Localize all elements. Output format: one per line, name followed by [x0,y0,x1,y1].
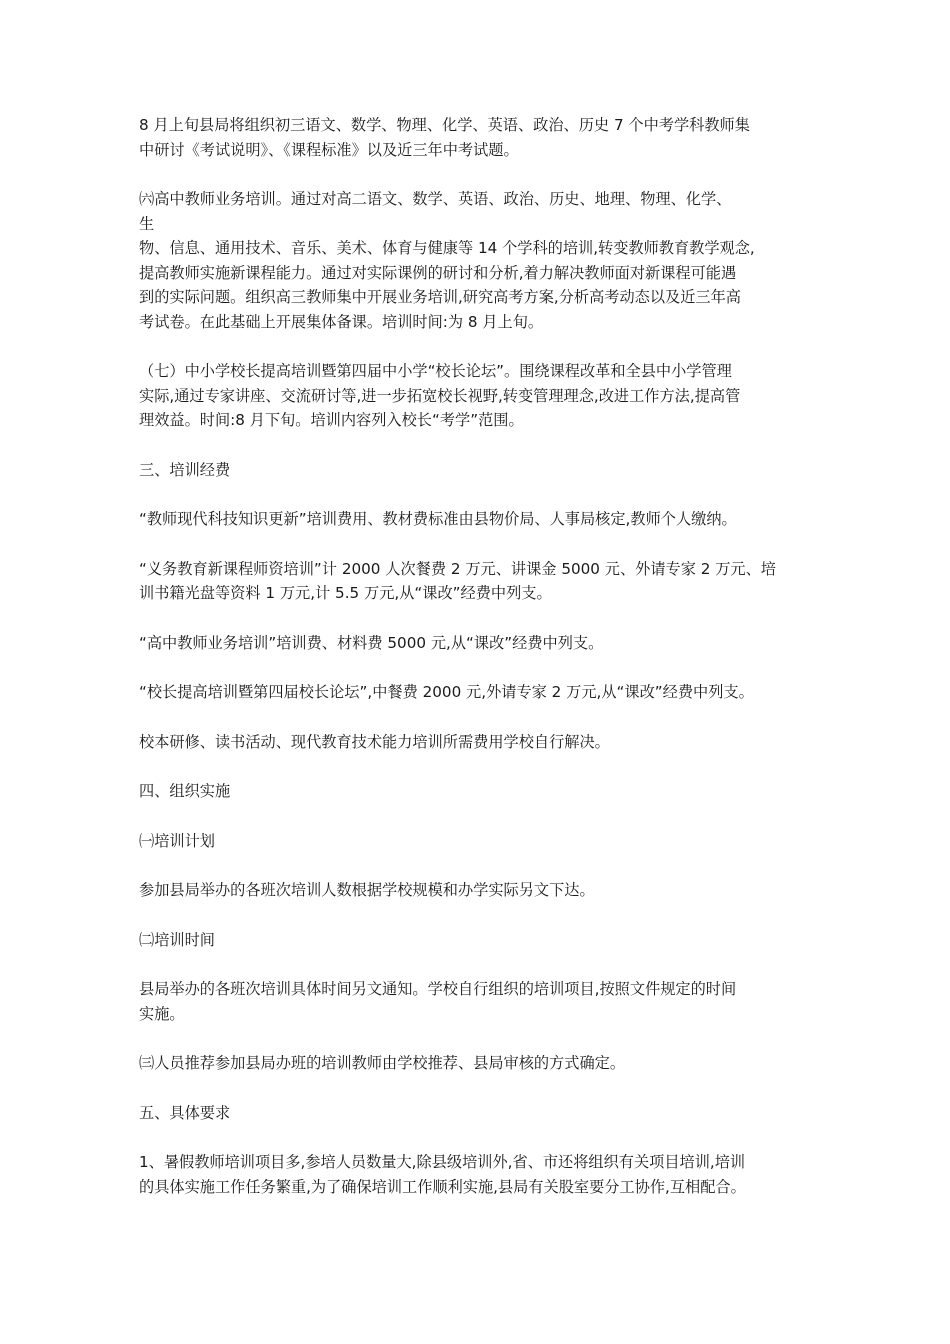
paragraph-line: “教师现代科技知识更新”培训费用、教材费标准由县物价局、人事局核定,教师个人缴纳。 [139,510,737,528]
paragraph-line: 物、信息、通用技术、音乐、美术、体育与健康等 14 个学科的培训,转变教师教育教学观念, [139,239,755,257]
paragraph [139,1101,827,1126]
paragraph [139,359,827,433]
paragraph-line: 中研讨《考试说明》、《课程标准》以及近三年中考试题。 [139,140,519,159]
paragraph [139,557,827,606]
paragraph-line: （七）中小学校长提高培训暨第四届中小学“校长论坛”。围绕课程改革和全县中小学管理 [139,362,732,380]
paragraph-line: “高中教师业务培训”培训费、材料费 5000 元,从“课改”经费中列支。 [139,633,604,652]
paragraph-line: 实际,通过专家讲座、交流研讨等,进一步拓宽校长视野,转变管理理念,改进工作方法,提高管 [139,386,741,405]
paragraph [139,631,827,656]
paragraph-line: 四、组织实施 [139,782,231,800]
paragraph-line: 校本研修、读书活动、现代教育技术能力培训所需费用学校自行解决。 [139,732,610,751]
paragraph-line: 理效益。时间:8 月下旬。培训内容列入校长“考学”范围。 [139,411,524,429]
paragraph [139,507,827,532]
paragraph-line: 考试卷。在此基础上开展集体备课。培训时间:为 8 月上旬。 [139,312,544,331]
paragraph [139,779,827,804]
paragraph [139,928,827,953]
paragraph [139,829,827,854]
paragraph [139,113,827,162]
paragraph-line: 实施。 [139,1004,185,1023]
paragraph [139,878,827,903]
document-body [139,113,827,1224]
paragraph-line: 五、具体要求 [139,1103,231,1122]
paragraph [139,187,827,334]
paragraph-line: 生 [139,214,155,233]
paragraph-line: 三、培训经费 [139,460,231,479]
paragraph-line: 提高教师实施新课程能力。通过对实际课例的研讨和分析,着力解决教师面对新课程可能遇 [139,263,737,282]
paragraph-line: ㈢人员推荐参加县局办班的培训教师由学校推荐、县局审核的方式确定。 [139,1054,625,1072]
paragraph-line: 到的实际问题。组织高三教师集中开展业务培训,研究高考方案,分析高考动态以及近三年高 [139,288,741,306]
paragraph [139,1150,827,1199]
paragraph [139,458,827,483]
paragraph-line: ㈡培训时间 [139,930,215,949]
paragraph-line: “义务教育新课程师资培训”计 2000 人次餐费 2 万元、讲课金 5000 元、外请专家 2 万元、培 [139,559,776,578]
paragraph-line: 县局举办的各班次培训具体时间另文通知。学校自行组织的培训项目,按照文件规定的时间 [139,980,737,998]
paragraph [139,1051,827,1076]
paragraph [139,730,827,755]
paragraph-line: 参加县局举办的各班次培训人数根据学校规模和办学实际另文下达。 [139,881,595,899]
paragraph-line: 8 月上旬县局将组织初三语文、数学、物理、化学、英语、政治、历史 7 个中考学科教师集 [139,116,750,134]
paragraph-line: “校长提高培训暨第四届校长论坛”,中餐费 2000 元,外请专家 2 万元,从“课改”经费中列支。 [139,683,754,701]
paragraph [139,680,827,705]
paragraph-line: 训书籍光盘等资料 1 万元,计 5.5 万元,从“课改”经费中列支。 [139,584,552,602]
paragraph-line: ㈥高中教师业务培训。通过对高二语文、数学、英语、政治、历史、地理、物理、化学、 [139,190,732,208]
paragraph-line: ㈠培训计划 [139,831,215,850]
paragraph [139,977,827,1026]
paragraph-line: 的具体实施工作任务繁重,为了确保培训工作顺利实施,县局有关股室要分工协作,互相配合。 [139,1177,746,1196]
paragraph-line: 1、暑假教师培训项目多,参培人员数量大,除县级培训外,省、市还将组织有关项目培训,培训 [139,1153,746,1171]
